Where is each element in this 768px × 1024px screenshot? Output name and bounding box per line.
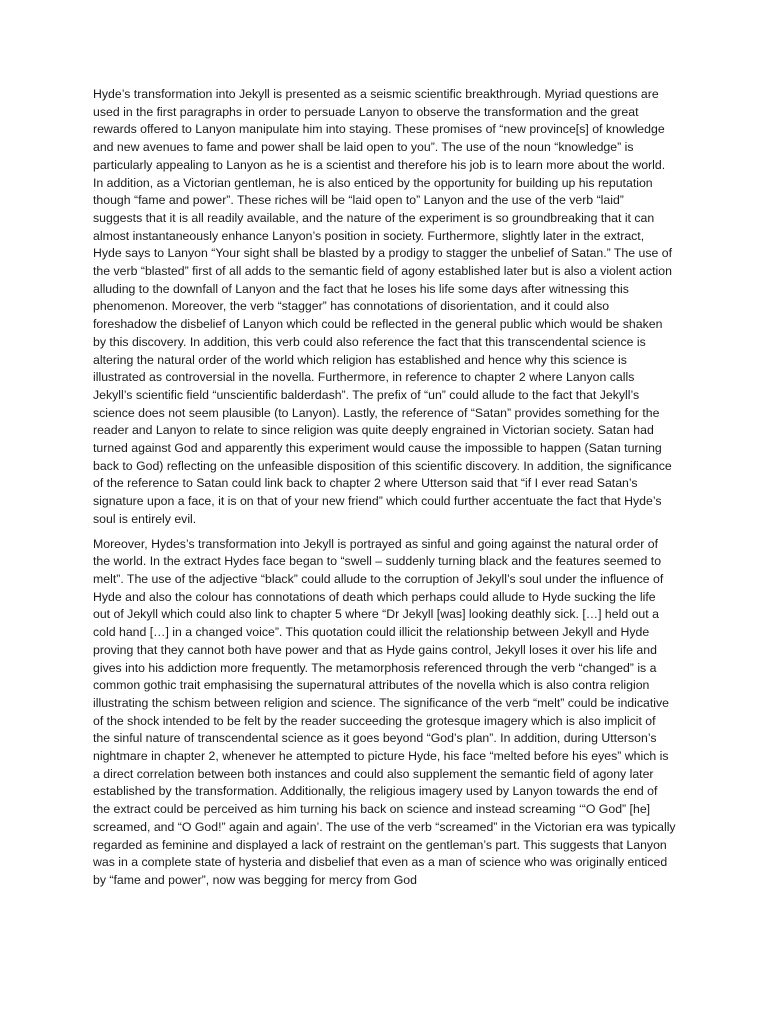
paragraph-1: Hyde’s transformation into Jekyll is presented as a seismic scientific breakthrough. Myriad questions are used in the first paragraphs in order to persuade Lanyon to observe the transformation and the great rewards offered to Lanyon manipulate him into staying. These promises of “new province[s] of knowledge and new avenues to fame and power shall be laid open to you”. The use of the noun “knowledge” is particularly appealing to Lanyon as he is a scientist and therefore his job is to learn more about the world. In addition, as a Victorian gentleman, he is also enticed by the opportunity for building up his reputation though “fame and power”. These riches will be “laid open to” Lanyon and the use of the verb “laid” suggests that it is all readily available, and the nature of the experiment is so groundbreaking that it can almost instantaneously enhance Lanyon’s position in society. Furthermore, slightly later in the extract, Hyde says to Lanyon “Your sight shall be blasted by a prodigy to stagger the unbelief of Satan.” The use of the verb “blasted” first of all adds to the semantic field of agony established later but is also a violent action alluding to the downfall of Lanyon and the fact that he loses his life some days after witnessing this phenomenon. Moreover, the verb “stagger” has connotations of disorientation, and it could also foreshadow the disbelief of Lanyon which could be reflected in the general public which would be shaken by this discovery. In addition, this verb could also reference the fact that this transcendental science is altering the natural order of the world which religion has established and hence why this science is illustrated as controversial in the novella. Furthermore, in reference to chapter 2 where Lanyon calls Jekyll’s scientific field “unscientific balderdash”. The prefix of “un” could allude to the fact that Jekyll’s science does not seem plausible (to Lanyon). Lastly, the reference of “Satan” provides something for the reader and Lanyon to relate to since religion was quite deeply engrained in Victorian society. Satan had turned against God and apparently this experiment would cause the impossible to happen (Satan turning back to God) reflecting on the unfeasible disposition of this scientific discovery. In addition, the significance of the reference to Satan could link back to chapter 2 where Utterson said that “if I ever read Satan’s signature upon a face, it is on that of your new friend” which could further accentuate the fact that Hyde’s soul is entirely evil. [93, 87, 673, 526]
paragraph-2: Moreover, Hydes’s transformation into Jekyll is portrayed as sinful and going against the natural order of the world. In the extract Hydes face began to “swell – suddenly turning black and the features seemed to melt”. The use of the adjective “black” could allude to the corruption of Jekyll’s soul under the influence of Hyde and also the colour has connotations of death which perhaps could allude to Hyde sucking the life out of Jekyll which could also link to chapter 5 where “Dr Jekyll [was] looking deathly sick. […] held out a cold hand […] in a changed voice”. This quotation could illicit the relationship between Jekyll and Hyde proving that they cannot both have power and that as Hyde gains control, Jekyll loses it over his life and gives into his addiction more frequently. The metamorphosis referenced through the verb “changed” is a common gothic trait emphasising the supernatural attributes of the novella which is also contra religion illustrating the schism between religion and science. The significance of the verb “melt” could be indicative of the shock intended to be felt by the reader succeeding the grotesque imagery which is also implicit of the sinful nature of transcendental science as it goes beyond “God’s plan”. In addition, during Utterson’s nightmare in chapter 2, whenever he attempted to picture Hyde, his face “melted before his eyes” which is a direct correlation between both instances and could also supplement the semantic field of agony later established by the transformation. Additionally, the religious imagery used by Lanyon towards the end of the extract could be perceived as him turning his back on science and instead screaming ‘“O God” [he] screamed, and “O God!” again and again’. The use of the verb “screamed” in the Victorian era was typically regarded as feminine and displayed a lack of restraint on the gentleman’s part. This suggests that Lanyon was in a complete state of hysteria and disbelief that even as a man of science who was originally enticed by “fame and power”, now was begging for mercy from God [93, 536, 676, 887]
document-body [93, 86, 676, 897]
